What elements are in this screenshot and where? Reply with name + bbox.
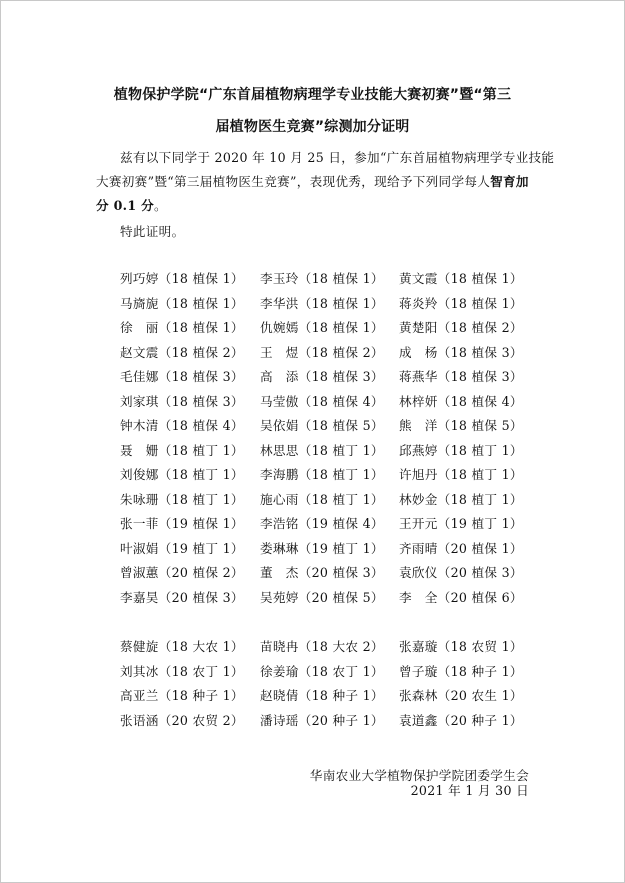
student-name-entry: 苗晓冉（18 大农 2） (260, 639, 384, 654)
student-name-entry: 吴依娟（18 植保 5） (260, 418, 384, 433)
student-name-entry: 李玉玲（18 植保 1） (260, 271, 384, 286)
student-name-entry: 张一菲（19 植保 1） (120, 516, 244, 531)
student-name-entry: 毛佳娜（18 植保 3） (120, 369, 244, 384)
student-name-entry: 张语涵（20 农贸 2） (120, 712, 244, 728)
student-name-entry: 李浩铭（19 植保 4） (260, 516, 384, 531)
student-name-entry: 马旖旎（18 植保 1） (120, 295, 244, 311)
document-title-line-2: 届植物医生竞赛”综测加分证明 (215, 119, 410, 135)
document-title-line-1: 植物保护学院“广东首届植物病理学专业技能大赛初赛”暨“第三 (113, 87, 512, 103)
student-name-entry: 李海鹏（18 植丁 1） (260, 467, 384, 482)
certification-statement: 特此证明。 (120, 224, 185, 239)
student-name-entry: 徐姜瑜（18 农丁 1） (260, 663, 384, 679)
student-name-entry: 聂 姗（18 植丁 1） (120, 442, 244, 458)
student-name-entry: 娄琳琳（19 植丁 1） (260, 540, 384, 556)
student-name-entry: 蒋燕华（18 植保 3） (399, 369, 523, 384)
student-name-entry: 潘诗瑶（20 种子 1） (260, 712, 384, 728)
student-name-entry: 列巧婷（18 植保 1） (120, 271, 244, 286)
student-name-entry: 赵文震（18 植保 2） (120, 344, 244, 360)
student-name-entry: 黄楚阳（18 植保 2） (399, 320, 523, 335)
issuing-organization: 华南农业大学植物保护学院团委学生会 (309, 768, 529, 783)
student-name-entry: 朱咏珊（18 植丁 1） (120, 491, 244, 507)
student-name-entry: 袁欣仪（20 植保 3） (399, 565, 523, 580)
student-name-entry: 袁道鑫（20 种子 1） (399, 712, 523, 728)
body-line-3-end: 。 (153, 198, 167, 213)
body-paragraph-line-3 (96, 195, 167, 214)
body-paragraph-line-2 (96, 171, 529, 190)
student-name-entry: 刘俊娜（18 植丁 1） (120, 467, 244, 482)
student-name-entry: 曾淑蕙（20 植保 2） (120, 565, 244, 580)
student-name-entry: 林妙金（18 植丁 1） (399, 491, 523, 507)
student-name-entry: 吴苑婷（20 植保 5） (260, 589, 384, 605)
student-name-entry: 叶淑娟（19 植丁 1） (120, 540, 244, 556)
student-name-entry: 高亚兰（18 种子 1） (120, 688, 244, 703)
student-name-entry: 林梓妍（18 植保 4） (399, 393, 523, 409)
student-name-entry: 张嘉璇（18 农贸 1） (399, 639, 523, 654)
student-name-entry: 李 全（20 植保 6） (399, 589, 523, 605)
student-name-entry: 钟木清（18 植保 4） (120, 418, 244, 433)
student-name-entry: 许旭丹（18 植丁 1） (399, 467, 523, 482)
body-line-2-bold: 智育加 (490, 174, 529, 189)
student-name-entry: 林思思（18 植丁 1） (260, 442, 384, 458)
student-name-entry: 成 杨（18 植保 3） (399, 344, 523, 360)
student-name-entry: 王 煜（18 植保 2） (260, 344, 384, 360)
student-name-entry: 张森林（20 农生 1） (399, 688, 523, 703)
student-name-entry: 齐雨晴（20 植保 1） (399, 540, 523, 556)
student-name-entry: 李嘉昊（20 植保 3） (120, 589, 244, 605)
student-name-entry: 邱燕婷（18 植丁 1） (399, 442, 523, 458)
student-name-entry: 施心雨（18 植丁 1） (260, 491, 384, 507)
student-name-entry: 仇婉嫣（18 植保 1） (260, 320, 384, 335)
student-name-entry: 蔡健旋（18 大农 1） (120, 639, 244, 654)
student-name-entry: 熊 洋（18 植保 5） (399, 418, 523, 433)
student-name-entry: 蒋炎羚（18 植保 1） (399, 295, 523, 311)
student-name-entry: 徐 丽（18 植保 1） (120, 320, 244, 335)
body-line-3-bold: 分 0.1 分 (96, 198, 154, 213)
body-paragraph-line-1: 兹有以下同学于 2020 年 10 月 25 日，参加“广东首届植物病理学专业技能 (120, 150, 555, 165)
student-name-entry: 马莹傲（18 植保 4） (260, 393, 384, 409)
student-name-entry: 王开元（19 植丁 1） (399, 516, 523, 531)
body-line-2-text: 大赛初赛”暨“第三届植物医生竞赛”，表现优秀，现给予下列同学每人 (96, 174, 491, 189)
student-name-entry: 董 杰（20 植保 3） (260, 565, 384, 580)
student-name-entry: 刘其冰（18 农丁 1） (120, 663, 244, 679)
issue-date: 2021 年 1 月 30 日 (410, 783, 529, 798)
student-name-entry: 刘家琪（18 植保 3） (120, 393, 244, 409)
student-name-entry: 赵晓倩（18 种子 1） (260, 688, 384, 703)
student-name-entry: 曾子璇（18 种子 1） (399, 663, 523, 679)
student-name-entry: 李华洪（18 植保 1） (260, 295, 384, 311)
student-name-entry: 高 添（18 植保 3） (260, 369, 384, 384)
student-name-entry: 黄文霞（18 植保 1） (399, 271, 523, 286)
